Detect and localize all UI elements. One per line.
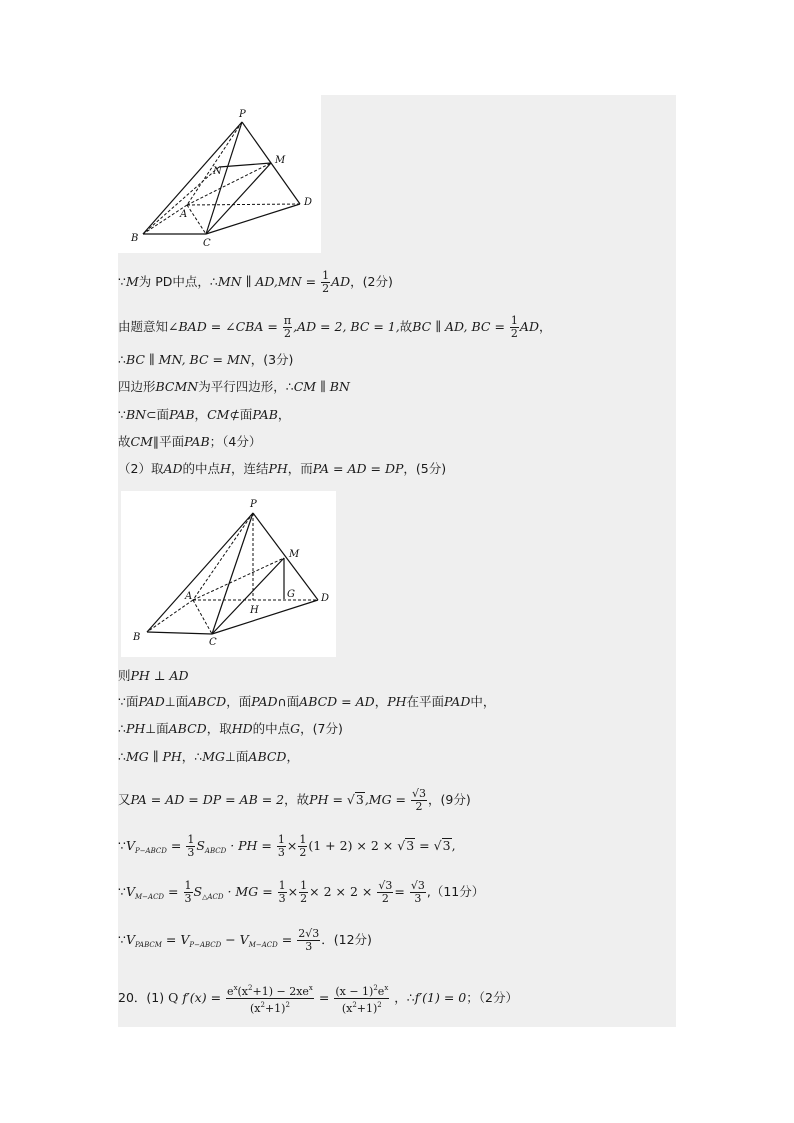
t: = — [170, 838, 182, 853]
t: = — [419, 838, 430, 853]
t: 1 — [299, 833, 307, 846]
sqrt: √3 — [433, 838, 451, 853]
t: PAB — [184, 434, 210, 449]
t: S — [196, 838, 205, 853]
t: (x — [237, 985, 249, 998]
t: 1 — [277, 833, 285, 846]
text-line-9 — [118, 694, 495, 710]
label-p: P — [250, 499, 257, 510]
t: ∴ — [118, 721, 126, 736]
t: 故 — [399, 319, 413, 334]
t: PABCM — [134, 941, 162, 949]
t: = — [318, 990, 330, 1005]
t: M−ACD — [134, 893, 165, 901]
fraction — [186, 834, 195, 859]
t: 3 — [414, 892, 422, 905]
t: ∠BAD = ∠CBA = — [168, 319, 278, 334]
t: 2 — [381, 892, 389, 905]
t: M — [125, 274, 139, 289]
t: ⊂面 — [146, 407, 170, 422]
text-line-7 — [118, 461, 446, 477]
t: ⊄面 — [229, 407, 253, 422]
label-b: B — [131, 233, 139, 244]
t: e — [377, 985, 385, 998]
label-b: B — [133, 632, 141, 643]
t: PH — [125, 721, 146, 736]
t: ∵ — [118, 884, 126, 899]
t: ∴ — [118, 352, 126, 367]
t: 1 — [510, 314, 518, 327]
text-line-12 — [118, 788, 471, 813]
t: (1 + 2) × 2 × — [308, 838, 394, 853]
t: 2 — [285, 1001, 290, 1009]
t: 3 — [187, 846, 195, 859]
t: 2 — [260, 1001, 265, 1009]
text-line-16 — [118, 982, 518, 1015]
t: ，∴ — [181, 749, 203, 764]
t: MG — [202, 749, 226, 764]
t: HD — [231, 721, 253, 736]
t: ABCD — [204, 847, 227, 855]
t: ，(9分) — [428, 792, 471, 807]
label-g: G — [287, 589, 295, 600]
t: PA = AD = DP — [312, 461, 404, 476]
t: AD — [519, 319, 539, 334]
text-line-10 — [118, 721, 343, 737]
t: (x − 1) — [335, 985, 374, 998]
fraction — [226, 982, 314, 1015]
t: 1 — [300, 879, 308, 892]
text-line-6 — [118, 434, 261, 450]
label-m: M — [289, 549, 300, 560]
t: ，(7分) — [300, 721, 343, 736]
t: 为平行四边形，∴ — [198, 379, 294, 394]
t: x — [384, 984, 389, 992]
t: BC ∥ MN, BC = MN — [125, 352, 251, 367]
t: ， — [374, 694, 388, 709]
t: ．(12分) — [321, 932, 372, 947]
t: 1 — [278, 879, 286, 892]
t: ∵ — [118, 838, 126, 853]
t: BCMN — [155, 379, 199, 394]
label-a: A — [185, 591, 193, 602]
fraction — [299, 880, 308, 905]
t: f′(1) = 0 — [414, 990, 467, 1005]
t: ,AD = 2, BC = 1, — [293, 319, 400, 334]
t: ，故 — [284, 792, 310, 807]
t: , — [451, 838, 456, 853]
t: G — [290, 721, 301, 736]
fraction — [278, 880, 287, 905]
t: CM — [130, 434, 153, 449]
fraction — [410, 880, 426, 905]
t: ， — [286, 749, 299, 764]
t: × 2 × 2 × — [309, 884, 373, 899]
t: 20．(1) — [118, 990, 165, 1005]
t: PAD — [251, 694, 278, 709]
t: × — [286, 838, 298, 853]
t: ∵面 — [118, 694, 139, 709]
t — [334, 999, 389, 1015]
fraction — [184, 880, 193, 905]
t: BC ∥ AD, BC = — [412, 319, 505, 334]
t: ⊥面 — [225, 749, 249, 764]
t: ABCD — [248, 749, 287, 764]
t: f′(x) = — [182, 990, 222, 1005]
t: V — [125, 838, 135, 853]
t: （2）取 — [118, 461, 164, 476]
t: ，(3分) — [250, 352, 294, 367]
label-m: M — [275, 155, 286, 166]
t: 故 — [118, 434, 131, 449]
pyramid-diagram-2 — [121, 491, 336, 657]
t: PH ⊥ AD — [130, 668, 189, 683]
t: 3 — [442, 838, 451, 853]
t: ， — [538, 319, 552, 334]
t: 3 — [355, 792, 364, 807]
fraction — [411, 788, 427, 813]
text-line-15 — [118, 928, 372, 953]
t: 为 PD中点，∴ — [138, 274, 218, 289]
t: PAB — [169, 407, 195, 422]
t: ，而 — [287, 461, 313, 476]
t — [334, 982, 389, 999]
t: CM — [207, 407, 230, 422]
text-line-4 — [118, 379, 350, 395]
label-p: P — [239, 109, 246, 120]
t: 的中点 — [182, 461, 221, 476]
t — [226, 999, 314, 1015]
t: ，取 — [206, 721, 232, 736]
fraction — [510, 315, 519, 340]
t: BN — [125, 407, 147, 422]
t: ∩面 — [277, 694, 300, 709]
label-h: H — [250, 605, 259, 616]
t: 由题意知 — [118, 319, 169, 334]
t: MG ∥ PH — [125, 749, 182, 764]
t: ABCD = AD — [299, 694, 375, 709]
t: ,（11分） — [426, 884, 485, 899]
label-c: C — [209, 637, 217, 648]
t: M−ACD — [248, 941, 278, 949]
t: e — [227, 985, 234, 998]
text-line-1 — [118, 270, 393, 295]
pyramid-diagram-1 — [118, 95, 321, 253]
t: V — [125, 884, 135, 899]
t: +1) − 2xe — [252, 985, 309, 998]
t: 1 — [187, 833, 195, 846]
document-page — [118, 95, 676, 1027]
fraction — [298, 834, 307, 859]
t: 2 — [299, 846, 307, 859]
t: 3 — [277, 846, 285, 859]
t: ⊥面 — [145, 721, 169, 736]
t: PAD — [138, 694, 165, 709]
t: 2 — [352, 1001, 357, 1009]
label-a: A — [180, 209, 188, 220]
fraction — [377, 880, 393, 905]
t: √3 — [378, 879, 393, 892]
t: × — [287, 884, 299, 899]
t: 2 — [377, 1001, 382, 1009]
t: 1 — [322, 269, 330, 282]
t: 3 — [184, 892, 192, 905]
fraction — [297, 928, 320, 953]
pyramid-figure-2 — [121, 491, 336, 657]
t: (x — [341, 1002, 353, 1015]
t — [226, 982, 314, 999]
text-line-13 — [118, 834, 456, 859]
t: ∵ — [118, 932, 126, 947]
t: x — [308, 984, 313, 992]
label-d: D — [321, 593, 330, 604]
t: S — [193, 884, 203, 899]
t: CM ∥ BN — [293, 379, 350, 394]
t: √3 — [410, 879, 425, 892]
t: P−ABCD — [189, 941, 222, 949]
t: 2 — [510, 327, 518, 340]
t: ∵ — [118, 274, 126, 289]
t: ，连结 — [230, 461, 269, 476]
t: = V — [165, 932, 190, 947]
t: √3 — [412, 787, 427, 800]
t: ；（2分） — [466, 990, 518, 1005]
t: V — [125, 932, 135, 947]
sqrt: √3 — [397, 838, 415, 853]
text-line-3 — [118, 352, 293, 368]
label-c: C — [203, 238, 211, 249]
t: 在平面 — [406, 694, 445, 709]
t: 2 — [283, 327, 291, 340]
t: △ACD — [202, 893, 224, 901]
t: − V — [225, 932, 249, 947]
t: ，(2分) — [350, 274, 393, 289]
text-line-8 — [118, 668, 189, 684]
fraction — [334, 982, 389, 1015]
t: 2 — [248, 984, 253, 992]
t: ，∴ — [394, 990, 415, 1005]
t: (x — [249, 1002, 261, 1015]
t: ABCD — [168, 721, 207, 736]
t: 又 — [118, 792, 131, 807]
t: ∴ — [118, 749, 126, 764]
t: ∥平面 — [152, 434, 185, 449]
t: PAD — [444, 694, 471, 709]
t: = — [394, 884, 405, 899]
t: = — [168, 884, 179, 899]
t: Q — [168, 990, 179, 1005]
t: 1 — [184, 879, 192, 892]
t: 中， — [470, 694, 496, 709]
label-n: N — [213, 166, 222, 177]
t: · MG = — [227, 884, 273, 899]
t: PH — [268, 461, 288, 476]
t: +1) — [264, 1002, 286, 1015]
t: 2 — [322, 282, 330, 295]
t: 2 — [300, 892, 308, 905]
fraction — [283, 315, 292, 340]
t: PH — [387, 694, 407, 709]
pyramid-figure-1 — [118, 95, 321, 253]
t: ， — [194, 407, 208, 422]
t: · PH = — [230, 838, 272, 853]
t: P−ABCD — [134, 847, 167, 855]
t: AD — [331, 274, 351, 289]
t: 2 — [415, 800, 423, 813]
fraction — [321, 270, 330, 295]
t: ， — [277, 407, 291, 422]
t: +1) — [356, 1002, 378, 1015]
text-line-11 — [118, 749, 299, 765]
t: ∵ — [118, 407, 126, 422]
t: x — [233, 984, 238, 992]
t: 3 — [278, 892, 286, 905]
t: PA = AD = DP = AB = 2 — [130, 792, 285, 807]
t: ；（4分） — [209, 434, 262, 449]
t: 2√3 — [298, 927, 320, 940]
t: = — [281, 932, 293, 947]
t: ，面 — [226, 694, 252, 709]
t: ⊥面 — [164, 694, 189, 709]
t: PH = — [309, 792, 343, 807]
t: 3 — [305, 940, 313, 953]
t: 则 — [118, 668, 131, 683]
t: ，(5分) — [403, 461, 447, 476]
t: 的中点 — [252, 721, 291, 736]
text-line-2 — [118, 315, 552, 340]
t: 3 — [406, 838, 415, 853]
fraction — [277, 834, 286, 859]
t: 四边形 — [118, 379, 156, 394]
text-line-5 — [118, 407, 290, 423]
sqrt: √3 — [346, 792, 364, 807]
t: π — [283, 314, 292, 327]
text-line-14 — [118, 880, 484, 905]
t: PAB — [252, 407, 278, 422]
t: AD — [163, 461, 183, 476]
label-d: D — [304, 197, 313, 208]
t: MN ∥ AD,MN = — [217, 274, 317, 289]
t: ABCD — [188, 694, 227, 709]
t: 2 — [373, 984, 378, 992]
t: ,MG = — [364, 792, 407, 807]
t: H — [220, 461, 231, 476]
